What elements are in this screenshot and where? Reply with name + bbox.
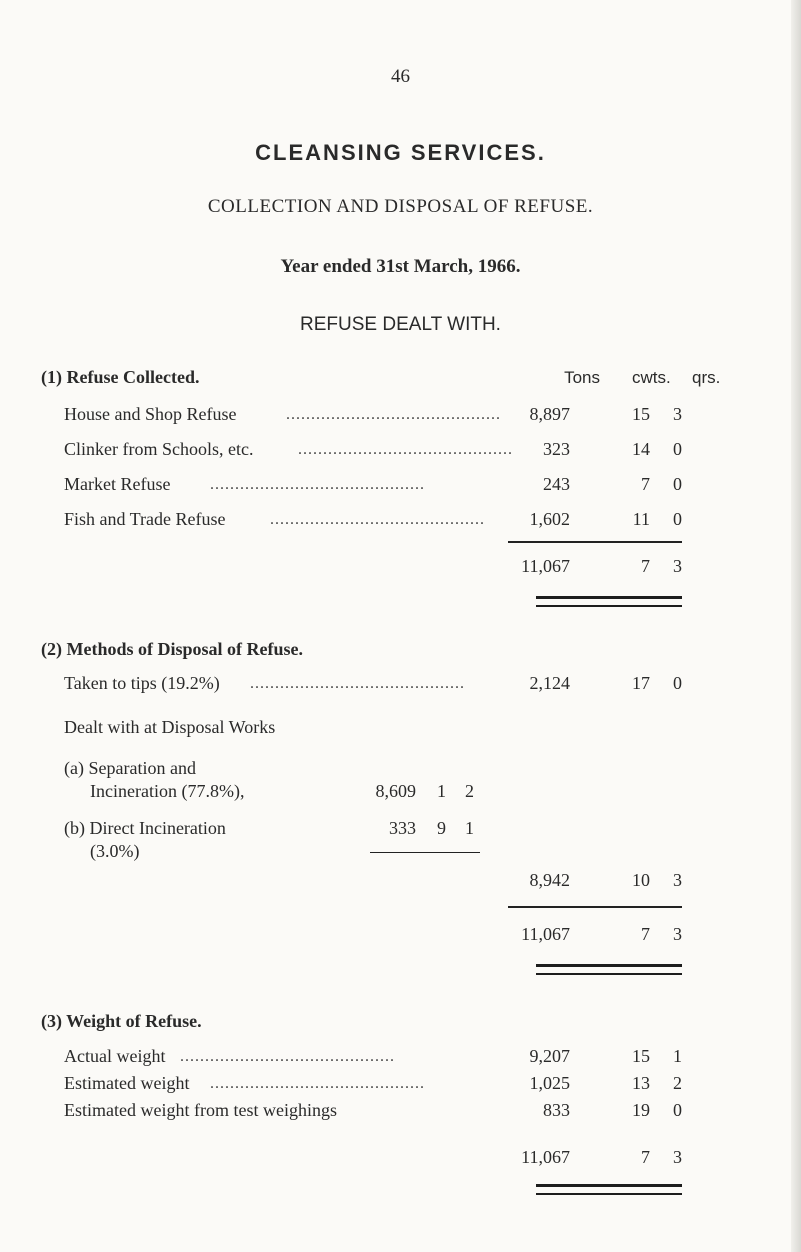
total-double-rule xyxy=(536,596,682,607)
page-edge-shadow xyxy=(791,0,801,1252)
s3-row-cwts: 19 xyxy=(632,1100,650,1120)
s3-heading-word: Refuse. xyxy=(145,1011,202,1031)
page-number: 46 xyxy=(391,66,410,87)
s3-row-qrs: 2 xyxy=(673,1073,682,1093)
s1-row-label: Fish and Trade Refuse xyxy=(64,509,226,529)
s1-row-tons: 1,602 xyxy=(529,509,570,529)
col-tons-header: Tons xyxy=(564,368,600,387)
page-title: CLEANSING SERVICES. xyxy=(255,140,546,165)
section-heading: REFUSE DEALT WITH. xyxy=(300,314,501,335)
total-double-rule xyxy=(536,964,682,975)
leader-dots: ........................................... xyxy=(250,675,465,692)
s1-total-tons: 11,067 xyxy=(521,556,570,576)
s2-works-label: Dealt with at Disposal Works xyxy=(64,717,276,737)
s1-total-cwts: 7 xyxy=(641,556,650,576)
s1-row-qrs: 0 xyxy=(673,439,682,459)
s3-row-label: Estimated weight from test weighings xyxy=(64,1100,337,1120)
s1-row-label: Clinker from Schools, etc. xyxy=(64,439,254,459)
leader-dots: ........................................... xyxy=(298,441,513,458)
s3-total-cwts: 7 xyxy=(641,1147,650,1167)
s2-b-tons: 333 xyxy=(389,818,416,838)
col-cwts-header: cwts. xyxy=(632,368,671,387)
s1-row-label: Market Refuse xyxy=(64,474,171,494)
s3-row-cwts: 13 xyxy=(632,1073,650,1093)
s2-subtotal-cwts: 10 xyxy=(632,870,650,890)
s1-row-tons: 8,897 xyxy=(529,404,570,424)
s1-row-qrs: 3 xyxy=(673,404,682,424)
subtotal-rule xyxy=(508,541,682,543)
subtotal-rule xyxy=(508,906,682,908)
s2-a-tons: 8,609 xyxy=(375,781,416,801)
s2-total-tons: 11,067 xyxy=(521,924,570,944)
s2-b-line1: (b) Direct Incineration xyxy=(64,818,226,838)
s2-b-cwts: 9 xyxy=(437,818,446,838)
s3-row-qrs: 0 xyxy=(673,1100,682,1120)
s3-total-tons: 11,067 xyxy=(521,1147,570,1167)
leader-dots: ........................................... xyxy=(180,1048,395,1065)
s3-total-qrs: 3 xyxy=(673,1147,682,1167)
col-qrs-header: qrs. xyxy=(692,368,721,387)
year-line: Year ended 31st March, 1966. xyxy=(280,256,521,277)
s3-row-label: Actual weight xyxy=(64,1046,166,1066)
s1-row-qrs: 0 xyxy=(673,509,682,529)
s1-row-qrs: 0 xyxy=(673,474,682,494)
s2-total-qrs: 3 xyxy=(673,924,682,944)
total-double-rule xyxy=(536,1184,682,1195)
s2-a-line2: Incineration (77.8%), xyxy=(90,781,245,801)
s2-heading: (2) Methods of Disposal of Refuse. xyxy=(41,639,303,659)
sum-rule xyxy=(370,852,480,853)
s2-tips-qrs: 0 xyxy=(673,673,682,693)
s3-heading xyxy=(41,1010,202,1032)
leader-dots: ........................................... xyxy=(210,1075,425,1092)
s3-row-qrs: 1 xyxy=(673,1046,682,1066)
s2-tips-tons: 2,124 xyxy=(529,673,570,693)
s2-a-line1: (a) Separation and xyxy=(64,758,196,778)
s2-b-line2: (3.0%) xyxy=(90,841,140,861)
s2-subtotal-tons: 8,942 xyxy=(529,870,570,890)
s3-row-cwts: 15 xyxy=(632,1046,650,1066)
s3-row-tons: 833 xyxy=(543,1100,570,1120)
s2-subtotal-qrs: 3 xyxy=(673,870,682,890)
s3-heading-prefix: (3) Weight of xyxy=(41,1011,146,1031)
leader-dots: ........................................... xyxy=(286,406,501,423)
leader-dots: ........................................... xyxy=(210,476,425,493)
s2-tips-cwts: 17 xyxy=(632,673,650,693)
s1-heading: (1) Refuse Collected. xyxy=(41,367,200,387)
leader-dots: ........................................... xyxy=(270,511,485,528)
s3-row-tons: 9,207 xyxy=(529,1046,570,1066)
s1-row-label: House and Shop Refuse xyxy=(64,404,237,424)
s1-total-qrs: 3 xyxy=(673,556,682,576)
s1-row-cwts: 14 xyxy=(632,439,650,459)
s2-a-cwts: 1 xyxy=(437,781,446,801)
s2-tips-label: Taken to tips (19.2%) xyxy=(64,673,220,693)
s1-row-cwts: 7 xyxy=(641,474,650,494)
s2-b-qrs: 1 xyxy=(465,818,474,838)
s1-row-tons: 323 xyxy=(543,439,570,459)
s3-row-label: Estimated weight xyxy=(64,1073,190,1093)
s3-row-tons: 1,025 xyxy=(529,1073,570,1093)
s1-row-tons: 243 xyxy=(543,474,570,494)
s1-row-cwts: 11 xyxy=(632,509,650,529)
s1-row-cwts: 15 xyxy=(632,404,650,424)
s2-a-qrs: 2 xyxy=(465,781,474,801)
s2-total-cwts: 7 xyxy=(641,924,650,944)
page-subtitle: COLLECTION AND DISPOSAL OF REFUSE. xyxy=(207,196,594,217)
